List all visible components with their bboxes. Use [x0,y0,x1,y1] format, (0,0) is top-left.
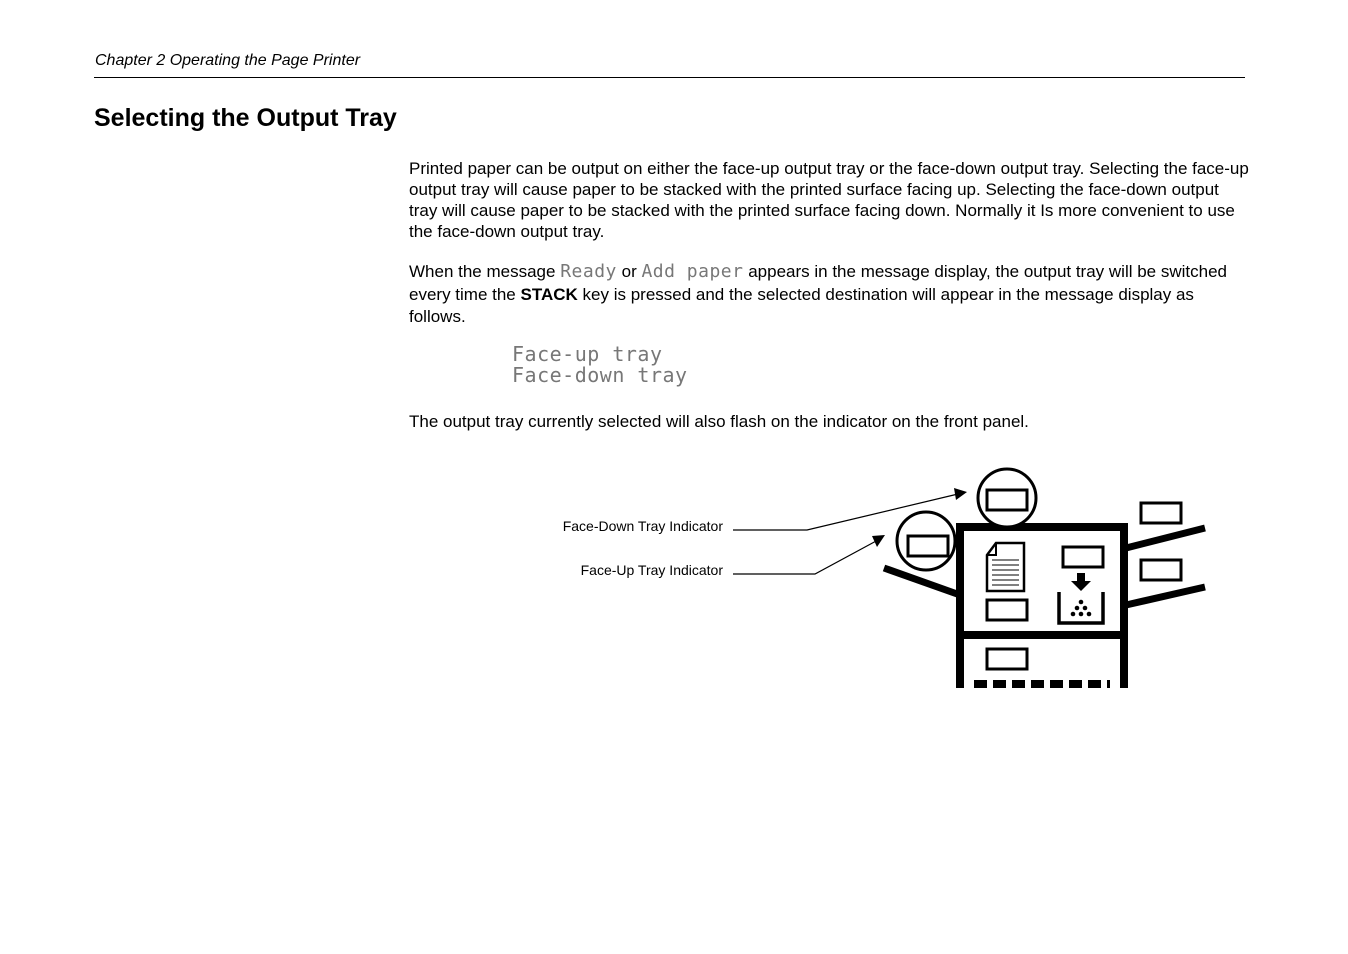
paragraph-text: appears in the message display, the output tray will be switched every time the [409,262,1228,304]
bin-lamp [1063,547,1103,567]
front-panel-diagram [540,460,1220,695]
running-header: Chapter 2 Operating the Page Printer [95,52,361,69]
face-up-indicator-lamp [908,536,948,556]
paragraph-indicator: The output tray currently selected will also flash on the indicator on the front panel. [409,412,1029,431]
lcd-line-face-up: Face-up tray [512,342,663,366]
paragraph-intro: Printed paper can be output on either the face-up output tray or the face-down output tray. Selecting the face-up output tray will cause paper to be stacked with the printed surface facing up. Selecting the face-down output tray will cause paper to be stacked with the printed surface facing down. Normally it Is more convenient to use the face-down output tray. [409,159,1249,241]
paragraph-stack-key [409,261,1249,329]
paragraph-text: When the message [409,262,561,281]
face-down-indicator-lamp [987,490,1027,510]
panel-body [960,527,1124,635]
paragraph-text: key is pressed and the selected destination will appear in the message display as follows. [409,284,1194,326]
lower-lamp [987,649,1027,669]
document-icon [987,543,1024,591]
paragraph-text: or [616,262,642,281]
right-indicator-lamp-upper [1141,503,1181,523]
right-tray-bar-lower [1126,587,1205,605]
arrowhead-face-up [872,535,885,547]
lcd-message-add-paper: Add paper [641,261,744,282]
label-face-up-indicator: Face-Up Tray Indicator [580,562,723,578]
lcd-line-face-down: Face-down tray [512,363,688,387]
right-tray-bar-upper [1126,528,1205,548]
arrowhead-face-down [954,488,967,500]
lcd-message-ready: Ready [560,261,617,282]
stack-key-name: STACK [520,284,578,304]
left-tray-bar [884,568,960,595]
message-display-examples [512,344,688,386]
document-lamp [987,600,1027,620]
right-indicator-lamp-lower [1141,560,1181,580]
label-face-down-indicator: Face-Down Tray Indicator [562,518,723,534]
leader-line-face-up [733,540,878,574]
header-rule [94,77,1245,78]
section-title: Selecting the Output Tray [94,104,397,132]
